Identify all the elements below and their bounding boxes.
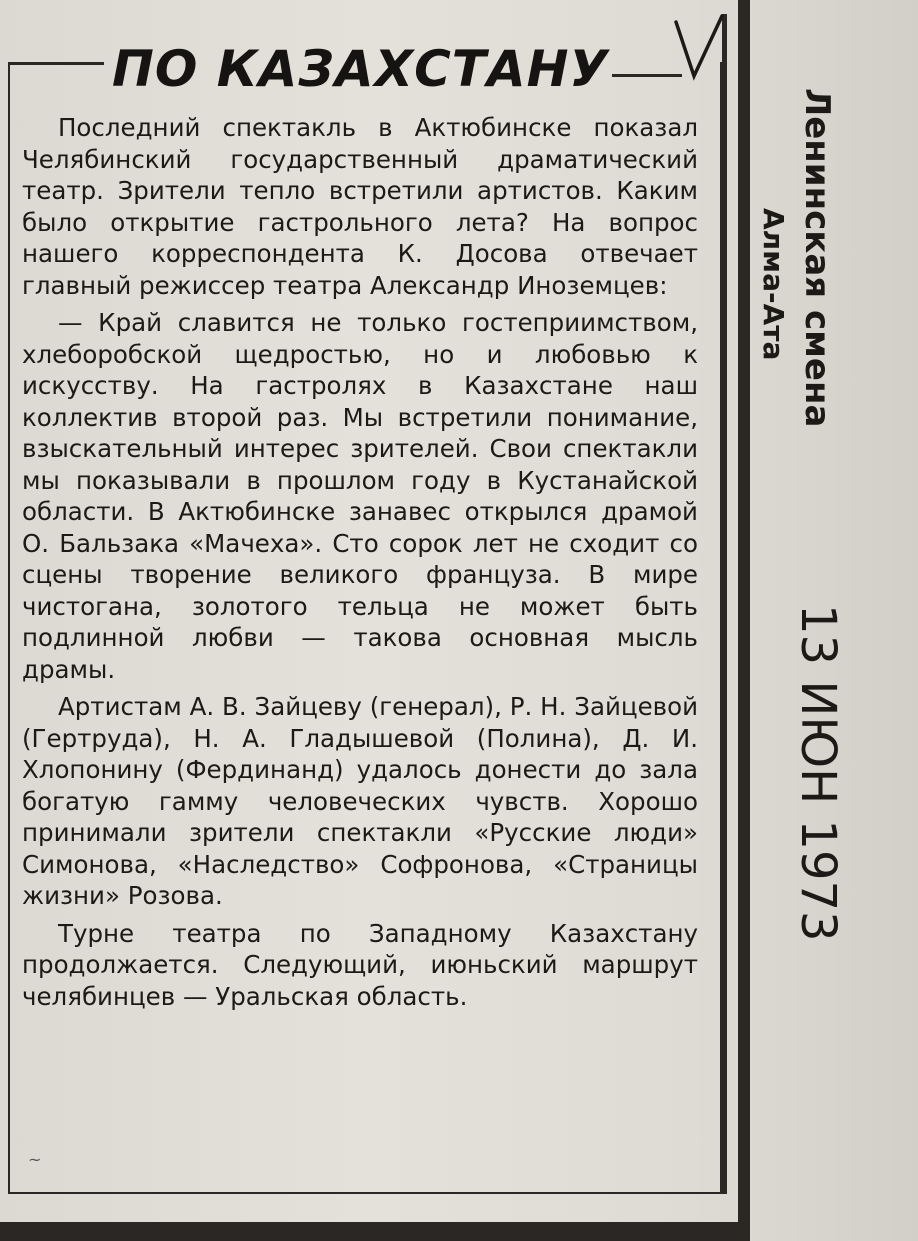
- source-city: Алма-Ата: [757, 208, 790, 361]
- stamp-date: 13 ИЮН 1973: [790, 604, 846, 942]
- article-body: [22, 112, 698, 1012]
- scan-shadow-band: [738, 0, 750, 1241]
- headline-rule-left: [8, 62, 104, 65]
- article-paragraph-tour: Турне театра по Западному Казахстану продолжается. Следующий, июньский маршрут челябинцев — Уральская область.: [22, 918, 698, 1011]
- article-paragraph-intro: Последний спектакль в Актюбинске показал Челябинский государственный драматический театр. Зрители тепло встретили артистов. Каким было открытие гастрольного лета? На вопрос нашего корреспондента К. Досова отвечает главный режиссер театра Александр Иноземцев:: [22, 113, 698, 300]
- article-paragraph-quote: — Край славится не только гостеприимством, хлеборобской щедростью, но и любовью к искусству. На гастролях в Казахстане наш коллектив второй раз. Мы встретили понимание, взыскательный интерес зрителей. Свои спектакли мы показывали в прошлом году в Кустанайской области. В Актюбинске занавес открылся драмой О. Бальзака «Мачеха». Сто сорок лет не сходит со сцены творение великого француза. В мире чистогана, золотого тельца не может быть подлинной любви — такова основная мысль драмы.: [22, 308, 698, 684]
- article-headline: ПО КАЗАХСТАНУ: [112, 40, 609, 98]
- handwritten-check-mark: [670, 12, 740, 82]
- article-paragraph-cast: Артистам А. В. Зайцеву (генерал), Р. Н. Зайцевой (Гертруда), Н. А. Гладышевой (Полина), Д. И. Хлопонину (Фердинанд) удалось донести до зала богатую гамму человеческих чувств. Хорошо принимали зрители спектакли «Русские люди» Симонова, «Наследство» Софронова, «Страницы жизни» Розова.: [22, 692, 698, 910]
- source-newspaper-name: Ленинская смена: [797, 88, 837, 428]
- source-stamp: [757, 80, 860, 520]
- date-stamp: [790, 600, 890, 1000]
- scan-shadow-bottom: [0, 1222, 750, 1241]
- print-speck: ~: [28, 1150, 42, 1169]
- column-rule: [722, 14, 727, 1194]
